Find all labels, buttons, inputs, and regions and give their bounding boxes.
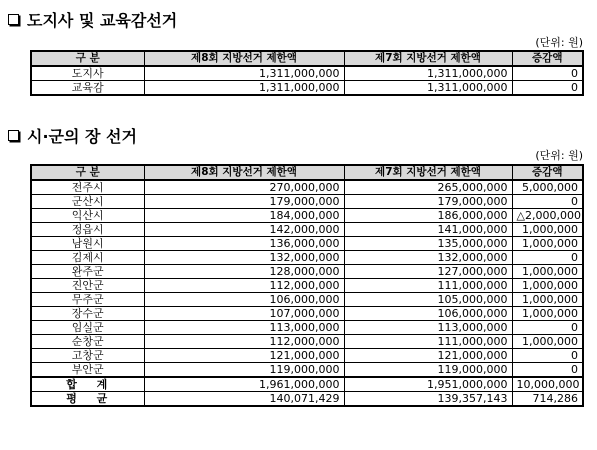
cell-7th-limit: 186,000,000 [344, 209, 512, 223]
cell-7th-limit: 135,000,000 [344, 237, 512, 251]
table-row [31, 195, 583, 209]
cell-8th-limit: 1,311,000,000 [144, 81, 344, 96]
cell-8th-limit: 270,000,000 [144, 180, 344, 195]
section1-title: 도지사 및 교육감선거 [27, 11, 178, 30]
section2-unit: (단위: 원) [535, 149, 583, 162]
cell-8th-limit: 121,000,000 [144, 349, 344, 363]
table-row [31, 81, 583, 96]
section1-heading [8, 8, 177, 31]
table-row [31, 335, 583, 349]
cell-category: 전주시 [31, 180, 144, 195]
cell-8th-limit: 184,000,000 [144, 209, 344, 223]
cell-7th-limit: 106,000,000 [344, 307, 512, 321]
cell-7th-limit: 105,000,000 [344, 293, 512, 307]
cell-category: 임실군 [31, 321, 144, 335]
section1-table [30, 50, 584, 96]
cell-8th-limit: 113,000,000 [144, 321, 344, 335]
cell-8th-limit: 112,000,000 [144, 279, 344, 293]
table-row [31, 321, 583, 335]
cell-8th-limit: 140,071,429 [144, 392, 344, 407]
cell-7th-limit: 179,000,000 [344, 195, 512, 209]
cell-change: 0 [512, 251, 583, 265]
header-category: 구 분 [31, 165, 144, 180]
cell-8th-limit: 1,311,000,000 [144, 66, 344, 81]
table-row [31, 251, 583, 265]
cell-7th-limit: 121,000,000 [344, 349, 512, 363]
table-header-row [31, 165, 583, 180]
cell-7th-limit: 119,000,000 [344, 363, 512, 378]
cell-7th-limit: 265,000,000 [344, 180, 512, 195]
cell-8th-limit: 107,000,000 [144, 307, 344, 321]
cell-change: 1,000,000 [512, 223, 583, 237]
table-row [31, 237, 583, 251]
cell-8th-limit: 119,000,000 [144, 363, 344, 378]
table-row [31, 279, 583, 293]
cell-change: 1,000,000 [512, 237, 583, 251]
table-row [31, 392, 583, 407]
cell-category: 순창군 [31, 335, 144, 349]
cell-category: 장수군 [31, 307, 144, 321]
section2-heading [8, 124, 137, 147]
header-7th-limit: 제7회 지방선거 제한액 [344, 51, 512, 66]
table-row [31, 363, 583, 378]
cell-change: 0 [512, 349, 583, 363]
cell-7th-limit: 111,000,000 [344, 335, 512, 349]
cell-category: 무주군 [31, 293, 144, 307]
header-8th-limit: 제8회 지방선거 제한액 [144, 51, 344, 66]
cell-change: 1,000,000 [512, 307, 583, 321]
cell-change: 0 [512, 321, 583, 335]
table-row [31, 349, 583, 363]
table-row [31, 293, 583, 307]
table-row [31, 180, 583, 195]
cell-7th-limit: 132,000,000 [344, 251, 512, 265]
header-7th-limit: 제7회 지방선거 제한액 [344, 165, 512, 180]
cell-change: 0 [512, 81, 583, 96]
cell-7th-limit: 127,000,000 [344, 265, 512, 279]
cell-8th-limit: 112,000,000 [144, 335, 344, 349]
cell-category: 합 계 [31, 377, 144, 392]
cell-change: 1,000,000 [512, 335, 583, 349]
cell-change: 1,000,000 [512, 279, 583, 293]
section2-table [30, 164, 584, 407]
cell-7th-limit: 1,311,000,000 [344, 66, 512, 81]
cell-8th-limit: 132,000,000 [144, 251, 344, 265]
table-row [31, 377, 583, 392]
cell-change: △2,000,000 [512, 209, 583, 223]
header-category: 구 분 [31, 51, 144, 66]
cell-change: 0 [512, 195, 583, 209]
cell-change: 1,000,000 [512, 293, 583, 307]
cell-7th-limit: 113,000,000 [344, 321, 512, 335]
cell-category: 도지사 [31, 66, 144, 81]
cell-category: 김제시 [31, 251, 144, 265]
cell-category: 고창군 [31, 349, 144, 363]
table-row [31, 265, 583, 279]
cell-change: 5,000,000 [512, 180, 583, 195]
cell-7th-limit: 1,311,000,000 [344, 81, 512, 96]
cell-7th-limit: 111,000,000 [344, 279, 512, 293]
cell-category: 익산시 [31, 209, 144, 223]
cell-category: 남원시 [31, 237, 144, 251]
cell-category: 정읍시 [31, 223, 144, 237]
cell-change: 10,000,000 [512, 377, 583, 392]
cell-7th-limit: 139,357,143 [344, 392, 512, 407]
cell-8th-limit: 142,000,000 [144, 223, 344, 237]
cell-category: 평 균 [31, 392, 144, 407]
table-row [31, 223, 583, 237]
cell-category: 완주군 [31, 265, 144, 279]
cell-category: 교육감 [31, 81, 144, 96]
checkbox-bullet-icon [8, 14, 19, 25]
section2-title: 시·군의 장 선거 [27, 127, 137, 146]
cell-8th-limit: 179,000,000 [144, 195, 344, 209]
cell-category: 군산시 [31, 195, 144, 209]
cell-8th-limit: 136,000,000 [144, 237, 344, 251]
section1-unit: (단위: 원) [535, 36, 583, 49]
table-row [31, 209, 583, 223]
table-row [31, 66, 583, 81]
cell-8th-limit: 128,000,000 [144, 265, 344, 279]
cell-category: 진안군 [31, 279, 144, 293]
cell-change: 0 [512, 66, 583, 81]
cell-change: 1,000,000 [512, 265, 583, 279]
header-8th-limit: 제8회 지방선거 제한액 [144, 165, 344, 180]
cell-category: 부안군 [31, 363, 144, 378]
table-row [31, 307, 583, 321]
header-change: 증감액 [512, 165, 583, 180]
cell-7th-limit: 1,951,000,000 [344, 377, 512, 392]
cell-change: 0 [512, 363, 583, 378]
cell-7th-limit: 141,000,000 [344, 223, 512, 237]
cell-8th-limit: 1,961,000,000 [144, 377, 344, 392]
cell-change: 714,286 [512, 392, 583, 407]
cell-8th-limit: 106,000,000 [144, 293, 344, 307]
table-header-row [31, 51, 583, 66]
header-change: 증감액 [512, 51, 583, 66]
checkbox-bullet-icon [8, 130, 19, 141]
